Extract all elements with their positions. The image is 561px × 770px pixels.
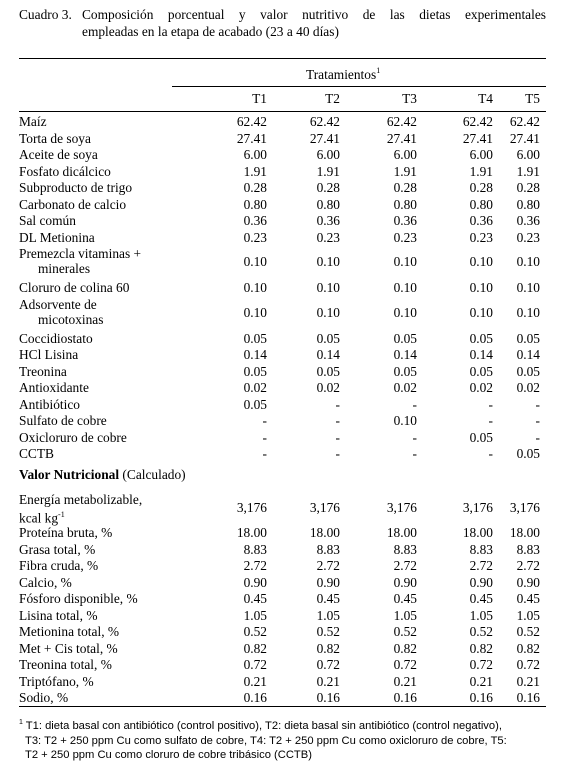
cell-t3: 0.80	[393, 196, 417, 212]
column-header-t4: T4	[478, 91, 493, 106]
cell-t4: 0.05	[469, 330, 493, 346]
cell-t4: 0.80	[469, 196, 493, 212]
cell-t2: -	[335, 446, 340, 461]
cell-t3: 1.91	[393, 163, 417, 179]
cell-t5: 0.23	[516, 229, 540, 245]
cell-t1: -	[262, 429, 267, 445]
footnote-line-3: T2 + 250 ppm Cu como cloruro de cobre tribásico (CCTB)	[25, 749, 312, 761]
row-label	[19, 575, 72, 590]
row-label-text: Sulfato de cobre	[19, 413, 107, 428]
cell-t3: 0.05	[393, 330, 417, 346]
cell-t5: 0.52	[516, 624, 540, 639]
row-label-continuation	[19, 261, 141, 276]
cell-t1: 0.21	[243, 673, 267, 689]
row-label-text: Met + Cis total, %	[19, 640, 118, 656]
cell-t5: 0.45	[516, 591, 540, 606]
row-label	[19, 147, 98, 162]
header-bottom-rule	[19, 111, 546, 112]
cell-t3: 0.72	[393, 657, 417, 672]
row-label-text: Cloruro de colina 60	[19, 280, 130, 295]
cell-t2: 0.52	[316, 624, 340, 639]
cell-t4: 0.10	[469, 254, 493, 269]
cell-t4: 0.16	[469, 690, 493, 705]
cell-t1: 0.36	[243, 213, 267, 228]
row-label-continuation-text: micotoxinas	[38, 311, 104, 327]
footnote-line-2: T3: T2 + 250 ppm Cu como sulfato de cobre, T4: T2 + 250 ppm Cu como oxicloruro de cobre, T5:	[25, 734, 507, 747]
cell-t3: 3,176	[386, 500, 417, 515]
cell-t3: 0.45	[393, 591, 417, 606]
cell-t1: 0.82	[243, 640, 267, 656]
cell-t5: 18.00	[509, 525, 540, 540]
cell-t2: 27.41	[309, 130, 340, 146]
cell-t4: 0.10	[469, 280, 493, 295]
cell-t3: 0.14	[393, 347, 417, 362]
row-label-text: Proteína bruta, %	[19, 525, 113, 540]
cell-t2: 0.82	[316, 640, 340, 656]
cell-t5: 0.05	[516, 363, 540, 379]
row-label	[19, 347, 78, 362]
cell-t1: 3,176	[236, 500, 267, 515]
cell-t3: 27.41	[386, 130, 417, 146]
row-label-text: Oxicloruro de cobre	[19, 429, 127, 445]
cell-t5: 0.02	[516, 380, 540, 395]
row-label-continuation	[19, 312, 103, 327]
cell-t1: 2.72	[243, 558, 267, 573]
row-label-text: Grasa total, %	[19, 541, 96, 557]
cell-t3: 0.52	[393, 624, 417, 639]
cell-t2: 0.02	[316, 380, 340, 395]
cell-t5: 0.36	[516, 213, 540, 228]
cell-t3: 0.10	[393, 304, 417, 320]
cell-t5: 6.00	[516, 147, 540, 162]
cell-t1: -	[262, 413, 267, 428]
row-label	[19, 213, 76, 228]
row-label-text: Subproducto de trigo	[19, 180, 133, 195]
row-label	[19, 430, 127, 445]
cell-t3: 8.83	[393, 541, 417, 557]
cell-t4: 18.00	[462, 525, 493, 540]
cell-t5: 0.16	[516, 690, 540, 705]
cell-t3: 2.72	[393, 558, 417, 573]
row-label-text: Metionina total, %	[19, 624, 120, 639]
column-header-t1: T1	[252, 91, 267, 106]
cell-t4: 0.02	[469, 380, 493, 395]
cell-t2: 0.21	[316, 673, 340, 689]
treatments-label: Tratamientos	[306, 67, 377, 82]
cell-t1: 18.00	[236, 525, 267, 540]
nutritional-title-bold: Valor Nutricional	[19, 467, 120, 482]
cell-t5: 1.91	[516, 163, 540, 179]
row-label-text: CCTB	[19, 446, 54, 461]
cell-t3: 0.05	[393, 363, 417, 379]
cell-t3: 62.42	[386, 114, 417, 129]
cell-t4: 62.42	[462, 114, 493, 129]
cell-t2: 62.42	[309, 114, 340, 129]
cell-t3: 6.00	[393, 147, 417, 162]
row-label	[19, 180, 132, 195]
cell-t3: 0.02	[393, 380, 417, 395]
row-label	[19, 525, 112, 540]
cell-t5: 0.82	[516, 640, 540, 656]
cell-t4: 1.05	[469, 607, 493, 623]
row-label	[19, 657, 112, 672]
cell-t5: 62.42	[509, 114, 540, 129]
cell-t3: 0.21	[393, 673, 417, 689]
cell-t5: 3,176	[509, 500, 540, 515]
cell-t4: 0.21	[469, 673, 493, 689]
row-label	[19, 331, 93, 346]
cell-t3: 0.36	[393, 213, 417, 228]
row-label-text: Energía metabolizable,	[19, 492, 143, 507]
cell-t1: 0.45	[243, 591, 267, 606]
cell-t2: 0.16	[316, 690, 340, 705]
row-label-text: HCl Lisina	[19, 347, 79, 362]
cell-t5: 0.14	[516, 347, 540, 362]
cell-t1: 27.41	[236, 130, 267, 146]
cell-t1: 0.28	[243, 180, 267, 195]
row-label	[19, 230, 95, 245]
cell-t3: -	[412, 429, 417, 445]
cell-t2: 0.05	[316, 363, 340, 379]
cell-t4: 2.72	[469, 558, 493, 573]
row-label	[19, 641, 118, 656]
cell-t5: -	[535, 413, 540, 428]
cell-t5: -	[535, 429, 540, 445]
cell-t2: 1.91	[316, 163, 340, 179]
cell-t4: 0.90	[469, 574, 493, 590]
nutritional-title-rest: (Calculado)	[119, 467, 186, 482]
row-label-text: Premezcla vitaminas +	[19, 246, 142, 261]
cell-t2: 0.72	[316, 657, 340, 672]
cell-t3: 0.28	[393, 180, 417, 195]
row-label-text: Carbonato de calcio	[19, 196, 127, 212]
cell-t4: 8.83	[469, 541, 493, 557]
row-label-continuation-text: kcal kg	[19, 510, 59, 526]
cell-t2: 0.36	[316, 213, 340, 228]
cell-t3: -	[412, 396, 417, 412]
cell-t1: 8.83	[243, 541, 267, 557]
treatments-underline	[172, 86, 546, 87]
cell-t5: 2.72	[516, 558, 540, 573]
cell-t1: 0.80	[243, 196, 267, 212]
row-label	[19, 608, 97, 623]
cell-t1: 6.00	[243, 147, 267, 162]
row-label	[19, 542, 95, 557]
cell-t2: 0.80	[316, 196, 340, 212]
cell-t5: 0.10	[516, 280, 540, 295]
row-label-text: Treonina total, %	[19, 657, 112, 672]
cell-t4: -	[488, 396, 493, 412]
cell-t1: 0.10	[243, 254, 267, 269]
cell-t2: 8.83	[316, 541, 340, 557]
column-header-t3: T3	[402, 91, 417, 106]
cell-t1: 62.42	[236, 114, 267, 129]
cell-t3: -	[412, 446, 417, 461]
row-label-text: Aceite de soya	[19, 147, 98, 162]
nutritional-section-title	[19, 467, 186, 483]
cell-t3: 0.90	[393, 574, 417, 590]
footnote-line-1: T1: dieta basal con antibiótico (control positivo), T2: dieta basal sin antibiótico (control negativo),	[22, 720, 502, 732]
row-label	[19, 413, 107, 428]
cell-t1: 0.90	[243, 574, 267, 590]
cell-t3: 0.16	[393, 690, 417, 705]
table-bottom-rule	[19, 706, 546, 707]
cell-t2: 0.10	[316, 304, 340, 320]
row-label-superscript: -1	[58, 510, 65, 519]
row-label-text: Torta de soya	[19, 130, 91, 146]
cell-t4: 3,176	[462, 500, 493, 515]
row-label-text: Fosfato dicálcico	[19, 163, 111, 179]
row-label	[19, 280, 129, 295]
treatments-footnote-mark: 1	[376, 66, 381, 75]
cell-t5: -	[535, 396, 540, 412]
cell-t1: 0.05	[243, 396, 267, 412]
cell-t4: 0.45	[469, 591, 493, 606]
cell-t1: 0.10	[243, 280, 267, 295]
column-header-t5: T5	[525, 91, 540, 106]
row-label-text: Antioxidante	[19, 380, 89, 395]
row-label-text: Triptófano, %	[19, 673, 94, 689]
row-label-continuation	[19, 507, 142, 525]
cell-t1: -	[262, 446, 267, 461]
cell-t4: 6.00	[469, 147, 493, 162]
cell-t2: -	[335, 396, 340, 412]
row-label	[19, 114, 47, 129]
cell-t5: 0.10	[516, 304, 540, 320]
cell-t4: -	[488, 413, 493, 428]
row-label	[19, 558, 98, 573]
table-top-rule	[19, 58, 546, 59]
cell-t5: 0.05	[516, 446, 540, 461]
row-label	[19, 674, 94, 689]
cell-t5: 27.41	[509, 130, 540, 146]
cell-t2: 0.10	[316, 280, 340, 295]
cell-t4: 0.36	[469, 213, 493, 228]
row-label	[19, 131, 91, 146]
row-label	[19, 624, 119, 639]
cell-t3: 0.82	[393, 640, 417, 656]
cell-t1: 0.02	[243, 380, 267, 395]
cell-t4: 0.10	[469, 304, 493, 320]
row-label-text: Fibra cruda, %	[19, 558, 99, 573]
cell-t2: 2.72	[316, 558, 340, 573]
cell-t2: 0.14	[316, 347, 340, 362]
cell-t4: 0.28	[469, 180, 493, 195]
cell-t2: 6.00	[316, 147, 340, 162]
cell-t4: 0.82	[469, 640, 493, 656]
cell-t2: 18.00	[309, 525, 340, 540]
cell-t3: 0.10	[393, 254, 417, 269]
row-label	[19, 297, 103, 327]
cell-t5: 0.90	[516, 574, 540, 590]
row-label-text: Coccidiostato	[19, 330, 93, 346]
row-label-text: Sal común	[19, 213, 76, 228]
cell-t1: 1.05	[243, 607, 267, 623]
cell-t1: 0.16	[243, 690, 267, 705]
caption-title-line-1: Composición porcentual y valor nutritivo de las dietas experimentales	[82, 7, 546, 22]
cell-t1: 0.23	[243, 229, 267, 245]
row-label	[19, 164, 111, 179]
row-label-text: Calcio, %	[19, 574, 72, 590]
caption-title-line-2: empleadas en la etapa de acabado (23 a 40 días)	[82, 24, 339, 39]
cell-t5: 0.80	[516, 196, 540, 212]
row-label	[19, 397, 80, 412]
cell-t4: 0.05	[469, 429, 493, 445]
cell-t4: -	[488, 446, 493, 461]
cell-t5: 0.10	[516, 254, 540, 269]
cell-t4: 0.72	[469, 657, 493, 672]
cell-t4: 27.41	[462, 130, 493, 146]
row-label-text: Treonina	[19, 363, 67, 379]
row-label	[19, 364, 67, 379]
row-label	[19, 492, 142, 525]
cell-t1: 0.52	[243, 624, 267, 639]
column-header-t2: T2	[325, 91, 340, 106]
cell-t1: 0.72	[243, 657, 267, 672]
cell-t2: -	[335, 429, 340, 445]
cell-t5: 8.83	[516, 541, 540, 557]
cell-t1: 1.91	[243, 163, 267, 179]
cell-t3: 18.00	[386, 525, 417, 540]
cell-t2: 0.05	[316, 330, 340, 346]
cell-t2: 0.45	[316, 591, 340, 606]
row-label-text: Lisina total, %	[19, 607, 98, 623]
row-label-text: Maíz	[19, 114, 47, 129]
cell-t3: 0.23	[393, 229, 417, 245]
cell-t2: 0.10	[316, 254, 340, 269]
cell-t4: 0.23	[469, 229, 493, 245]
row-label-text: Sodio, %	[19, 690, 69, 705]
footnote-mark: 1	[19, 719, 23, 726]
cell-t2: 3,176	[309, 500, 340, 515]
cell-t2: 0.28	[316, 180, 340, 195]
row-label	[19, 197, 126, 212]
row-label-text: DL Metionina	[19, 229, 95, 245]
row-label	[19, 591, 138, 606]
cell-t5: 0.21	[516, 673, 540, 689]
row-label	[19, 246, 141, 276]
cell-t2: -	[335, 413, 340, 428]
cell-t4: 0.05	[469, 363, 493, 379]
cell-t4: 0.14	[469, 347, 493, 362]
cell-t1: 0.10	[243, 304, 267, 320]
cell-t5: 1.05	[516, 607, 540, 623]
caption-label: Cuadro 3.	[19, 7, 72, 22]
cell-t4: 1.91	[469, 163, 493, 179]
cell-t5: 0.28	[516, 180, 540, 195]
cell-t2: 0.90	[316, 574, 340, 590]
table-footnote	[19, 716, 546, 763]
row-label	[19, 690, 68, 705]
cell-t1: 0.14	[243, 347, 267, 362]
treatments-header	[306, 66, 380, 83]
cell-t1: 0.05	[243, 363, 267, 379]
row-label	[19, 380, 89, 395]
cell-t4: 0.52	[469, 624, 493, 639]
cell-t3: 0.10	[393, 413, 417, 428]
row-label-continuation-text: minerales	[38, 261, 91, 276]
row-label	[19, 446, 54, 461]
row-label-text: Antibiótico	[19, 396, 80, 412]
cell-t5: 0.72	[516, 657, 540, 672]
cell-t1: 0.05	[243, 330, 267, 346]
cell-t3: 1.05	[393, 607, 417, 623]
cell-t2: 1.05	[316, 607, 340, 623]
cell-t5: 0.05	[516, 330, 540, 346]
row-label-text: Adsorvente de	[19, 296, 97, 312]
row-label-text: Fósforo disponible, %	[19, 591, 138, 606]
cell-t3: 0.10	[393, 280, 417, 295]
cell-t2: 0.23	[316, 229, 340, 245]
